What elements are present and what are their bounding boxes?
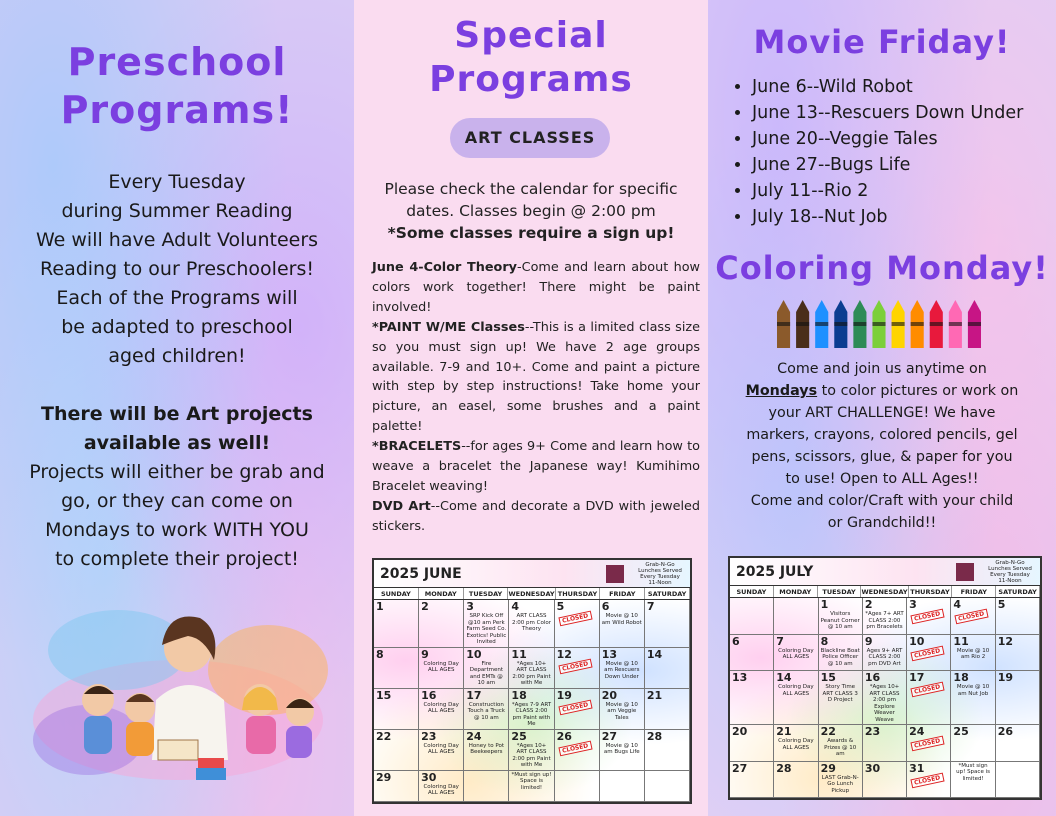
calendar-day-cell bbox=[819, 725, 863, 762]
calendar-grid bbox=[374, 600, 690, 802]
calendar-day-cell bbox=[996, 725, 1040, 762]
calendar-day-cell bbox=[951, 635, 995, 672]
closed-stamp: CLOSED bbox=[558, 658, 592, 674]
day-event: Coloring Day ALL AGES bbox=[423, 660, 459, 673]
calendar-day-cell bbox=[555, 648, 600, 689]
calendar-day-cell bbox=[374, 648, 419, 689]
day-event: Movie @ 10 am Nut Job bbox=[956, 684, 990, 697]
day-number: 17 bbox=[909, 671, 925, 684]
preschool-title-line2: Programs! bbox=[60, 88, 294, 132]
day-number: 9 bbox=[421, 647, 429, 661]
day-number: 26 bbox=[997, 725, 1014, 738]
calendar-day-cell bbox=[907, 725, 951, 762]
special-title-line2: Programs bbox=[429, 59, 633, 100]
library-logo-icon bbox=[606, 565, 624, 583]
weekday-header bbox=[730, 586, 1040, 598]
movie-item: • June 13--Rescuers Down Under bbox=[752, 100, 1052, 126]
calendar-day-cell bbox=[464, 689, 509, 730]
calendar-day-cell bbox=[374, 771, 419, 803]
calendar-day-cell bbox=[374, 730, 419, 771]
day-number: 10 bbox=[466, 647, 482, 661]
day-event: Construction Touch a Truck @ 10 am bbox=[467, 701, 505, 721]
day-event: Movie @ 10 am Rescuers Down Under bbox=[604, 660, 640, 680]
calendar-day-cell bbox=[509, 648, 554, 689]
calendar-day-cell bbox=[863, 762, 907, 799]
intro-line: We will have Adult Volunteers bbox=[35, 229, 319, 251]
day-number: 31 bbox=[909, 761, 925, 775]
day-event: Coloring Day ALL AGES bbox=[778, 684, 814, 697]
calendar-day-cell bbox=[600, 771, 645, 803]
crayon-band bbox=[777, 322, 790, 326]
day-event: Coloring Day ALL AGES bbox=[423, 701, 459, 714]
day-number: 27 bbox=[732, 761, 748, 775]
crayon-body bbox=[949, 312, 962, 348]
mondays-emphasis: Mondays bbox=[745, 383, 818, 399]
calendar-day-cell bbox=[509, 730, 554, 771]
day-number: 5 bbox=[997, 598, 1006, 611]
day-event: Movie @ 10 am Veggie Tales bbox=[605, 701, 638, 721]
july-calendar bbox=[728, 556, 1042, 800]
movie-item: • July 18--Nut Job bbox=[752, 204, 1052, 230]
calendar-header bbox=[374, 560, 690, 588]
closed-stamp: CLOSED bbox=[911, 772, 945, 788]
closed-stamp: CLOSED bbox=[911, 682, 945, 698]
calendar-day-cell bbox=[730, 762, 774, 799]
crayon-tip bbox=[853, 300, 866, 312]
crayon-band bbox=[834, 322, 847, 326]
day-number: 8 bbox=[376, 647, 384, 661]
class-name: DVD Art bbox=[372, 498, 431, 514]
calendar-day-cell bbox=[907, 671, 951, 725]
day-number: 29 bbox=[820, 761, 836, 775]
day-number: 21 bbox=[646, 688, 663, 702]
day-event: Visitors Peanut Corner @ 10 am bbox=[820, 611, 860, 630]
day-event: Coloring Day ALL AGES bbox=[778, 738, 814, 751]
calendar-day-cell bbox=[555, 730, 600, 771]
calendar-day-cell bbox=[600, 600, 645, 648]
calendar-day-cell bbox=[419, 648, 464, 689]
calendar-header bbox=[730, 558, 1040, 586]
weekday-label: SUNDAY bbox=[730, 586, 774, 597]
calendar-day-cell bbox=[774, 635, 818, 672]
note-line: Please check the calendar for specific bbox=[384, 180, 678, 198]
intro-line: Each of the Programs will bbox=[56, 287, 298, 309]
crayon-tip bbox=[930, 300, 943, 312]
library-logo-icon bbox=[956, 563, 974, 581]
calendar-day-cell bbox=[863, 598, 907, 635]
intro-line: be adapted to preschool bbox=[61, 316, 293, 338]
day-number: 19 bbox=[556, 688, 572, 702]
calendar-day-cell bbox=[819, 762, 863, 799]
calendar-day-cell bbox=[555, 600, 600, 648]
crayon-body bbox=[872, 312, 885, 348]
class-desc: --for ages 9+ Come and learn how to weave a bracelet the Japanese way! Kumihimo Bracelet weaving! bbox=[372, 439, 700, 494]
closed-stamp: CLOSED bbox=[911, 645, 945, 661]
day-number: 7 bbox=[776, 634, 784, 648]
calendar-day-cell bbox=[774, 598, 818, 635]
crayon-band bbox=[949, 322, 962, 326]
day-number: 22 bbox=[376, 729, 392, 743]
art-classes-badge: ART CLASSES bbox=[450, 118, 610, 158]
crayon-band bbox=[911, 322, 924, 326]
coloring-line: markers, crayons, colored pencils, gel bbox=[746, 427, 1018, 443]
day-number: 20 bbox=[601, 688, 618, 702]
coloring-line: Come and color/Craft with your child bbox=[750, 493, 1014, 509]
movie-item: • June 6--Wild Robot bbox=[752, 74, 1052, 100]
coloring-line bbox=[722, 380, 1042, 402]
calendar-day-cell bbox=[730, 635, 774, 672]
crayon-tip bbox=[968, 300, 981, 312]
movie-list bbox=[752, 74, 1052, 230]
crayon-tip bbox=[949, 300, 962, 312]
day-number: 20 bbox=[732, 725, 748, 738]
weekday-label: MONDAY bbox=[774, 586, 818, 597]
coloring-line: Come and join us anytime on bbox=[777, 361, 987, 377]
calendar-day-cell bbox=[645, 648, 690, 689]
closed-stamp: CLOSED bbox=[955, 609, 989, 625]
intro-line: Reading to our Preschoolers! bbox=[40, 258, 314, 280]
weekday-label: THURSDAY bbox=[556, 588, 601, 599]
calendar-day-cell bbox=[419, 771, 464, 803]
crayon-body bbox=[834, 312, 847, 348]
day-number: 19 bbox=[997, 671, 1014, 684]
day-number: 22 bbox=[820, 725, 836, 738]
calendar-day-cell bbox=[730, 598, 774, 635]
calendar-grid bbox=[730, 598, 1040, 798]
crayon-band bbox=[968, 322, 981, 326]
art-body-line: Projects will either be grab and bbox=[29, 461, 325, 483]
calendar-day-cell bbox=[600, 648, 645, 689]
day-event: Coloring Day ALL AGES bbox=[423, 783, 459, 796]
movie-item: • June 27--Bugs Life bbox=[752, 152, 1052, 178]
coloring-line: pens, scissors, glue, & paper for you bbox=[751, 449, 1013, 465]
day-event: SRP Kick Off @10 am Perk Farm Seed Co. Exotics! Public Invited bbox=[466, 613, 507, 645]
day-number: 24 bbox=[909, 725, 925, 738]
crayon-band bbox=[930, 322, 943, 326]
day-number: 3 bbox=[909, 598, 917, 611]
crayon-body bbox=[815, 312, 828, 348]
day-event: *Ages 7+ ART CLASS 2:00 pm Bracelets bbox=[865, 611, 904, 630]
day-event: Movie @ 10 am Bugs Life bbox=[603, 742, 640, 755]
class-desc: --This is a limited class size so you must sign up! We have 2 age groups available. 7-9 and 10+. Come and paint a picture with step by step instructions! Take home your picture, an easel, some brushes and a paint palette! bbox=[372, 319, 700, 435]
day-event: LAST Grab-N-Go Lunch Pickup bbox=[821, 774, 859, 794]
day-number: 17 bbox=[466, 688, 482, 702]
day-number: 3 bbox=[466, 600, 474, 613]
calendar-day-cell bbox=[509, 689, 554, 730]
day-number: 24 bbox=[466, 729, 482, 743]
crayon-body bbox=[853, 312, 866, 348]
calendar-day-cell bbox=[951, 598, 995, 635]
day-number: 4 bbox=[953, 598, 962, 611]
coloring-line: or Grandchild!! bbox=[827, 515, 937, 531]
coloring-description bbox=[722, 358, 1042, 534]
calendar-day-cell bbox=[996, 671, 1040, 725]
calendar-day-cell bbox=[951, 762, 995, 799]
closed-stamp: CLOSED bbox=[911, 609, 945, 625]
class-name: June 4-Color Theory bbox=[372, 260, 518, 275]
calendar-day-cell bbox=[730, 725, 774, 762]
closed-stamp: CLOSED bbox=[558, 699, 592, 715]
day-event: *Ages 10+ ART CLASS 2:00 pm Paint with Me bbox=[512, 660, 551, 686]
preschool-title bbox=[0, 38, 354, 134]
day-event: Movie @ 10 am Wild Robot bbox=[601, 613, 642, 626]
class-item bbox=[372, 318, 700, 437]
calendar-day-cell bbox=[419, 689, 464, 730]
calendar-day-cell bbox=[645, 600, 690, 648]
day-number: 2 bbox=[421, 600, 429, 613]
day-number: 9 bbox=[864, 634, 873, 648]
day-number: 13 bbox=[732, 671, 748, 684]
coloring-line: to use! Open to ALL Ages!! bbox=[785, 471, 979, 487]
coloring-monday-title: Coloring Monday! bbox=[715, 249, 1049, 287]
calendar-month: 2025 JULY bbox=[736, 563, 814, 580]
calendar-day-cell bbox=[863, 671, 907, 725]
day-number: 6 bbox=[732, 634, 740, 648]
calendar-day-cell bbox=[907, 635, 951, 672]
note-line: dates. Classes begin @ 2:00 pm bbox=[406, 202, 656, 220]
day-number: 15 bbox=[376, 688, 392, 702]
movie-friday-title: Movie Friday! bbox=[753, 23, 1011, 61]
weekday-header bbox=[374, 588, 690, 600]
crayon-band bbox=[892, 322, 905, 326]
calendar-day-cell bbox=[951, 671, 995, 725]
day-event: *Ages 10+ ART CLASS 2:00 pm Explore Weaver Weave bbox=[869, 684, 900, 723]
day-number: 14 bbox=[646, 647, 663, 661]
day-number: 26 bbox=[556, 729, 572, 743]
special-programs-title bbox=[354, 14, 708, 102]
crayon-tip bbox=[872, 300, 885, 312]
preschool-title-line1: Preschool bbox=[67, 40, 287, 84]
crayon-body bbox=[911, 312, 924, 348]
crayon-band bbox=[853, 322, 866, 326]
day-number: 23 bbox=[421, 729, 437, 743]
coloring-line: your ART CHALLENGE! We have bbox=[768, 405, 996, 421]
day-number: 13 bbox=[601, 647, 618, 661]
calendar-day-cell bbox=[509, 771, 554, 803]
day-event: Awards & Prizes @ 10 am bbox=[824, 738, 857, 757]
calendar-day-cell bbox=[774, 725, 818, 762]
calendar-day-cell bbox=[863, 635, 907, 672]
calendar-day-cell bbox=[819, 598, 863, 635]
crayon-tip bbox=[796, 300, 809, 312]
day-number: 15 bbox=[820, 671, 836, 684]
calendar-day-cell bbox=[464, 730, 509, 771]
day-event: Ages 9+ ART CLASS 2:00 pm DVD Art bbox=[866, 647, 903, 667]
calendar-day-cell bbox=[819, 635, 863, 672]
day-number: 6 bbox=[601, 600, 610, 613]
calendar-day-cell bbox=[996, 598, 1040, 635]
crayon-tip bbox=[834, 300, 847, 312]
day-number: 30 bbox=[864, 761, 881, 775]
day-event: Story Time ART CLASS 3 D Project bbox=[822, 684, 858, 703]
weekday-label: SUNDAY bbox=[374, 588, 419, 599]
day-number: 4 bbox=[511, 600, 520, 613]
calendar-day-cell bbox=[645, 771, 690, 803]
calendar-day-cell bbox=[730, 671, 774, 725]
intro-line: Every Tuesday bbox=[108, 171, 246, 193]
calendar-month: 2025 JUNE bbox=[380, 565, 462, 582]
class-desc: -Come and learn about how colors work together! There might be paint involved! bbox=[372, 260, 700, 315]
class-list bbox=[372, 258, 700, 537]
calendar-day-cell bbox=[419, 730, 464, 771]
crayon-body bbox=[777, 312, 790, 348]
calendar-day-cell bbox=[419, 600, 464, 648]
art-heading: There will be Art projects bbox=[41, 403, 313, 425]
day-number: 28 bbox=[776, 761, 792, 775]
day-number: 25 bbox=[511, 729, 527, 743]
coloring-text: to color pictures or work on bbox=[821, 383, 1019, 399]
calendar-day-cell bbox=[996, 762, 1040, 799]
crayon-body bbox=[930, 312, 943, 348]
movie-item: • July 11--Rio 2 bbox=[752, 178, 1052, 204]
day-number: 27 bbox=[601, 729, 618, 743]
class-desc: --Come and decorate a DVD with jeweled stickers. bbox=[372, 498, 700, 534]
day-event: ART CLASS 2:00 pm Color Theory bbox=[511, 613, 552, 632]
crayons-icon bbox=[774, 298, 984, 350]
weekday-label: WEDNESDAY bbox=[508, 590, 555, 598]
intro-line: during Summer Reading bbox=[61, 200, 293, 222]
day-number: 16 bbox=[864, 671, 881, 684]
day-number: 11 bbox=[953, 634, 969, 648]
weekday-label: MONDAY bbox=[419, 588, 464, 599]
day-number: 28 bbox=[646, 729, 663, 743]
movie-item: • June 20--Veggie Tales bbox=[752, 126, 1052, 152]
calendar-day-cell bbox=[374, 600, 419, 648]
crayon-band bbox=[815, 322, 828, 326]
calendar-day-cell bbox=[555, 689, 600, 730]
calendar-day-cell bbox=[600, 730, 645, 771]
class-item bbox=[372, 497, 700, 537]
calendar-day-cell bbox=[600, 689, 645, 730]
calendar-day-cell bbox=[464, 648, 509, 689]
calendar-day-cell bbox=[951, 725, 995, 762]
crayon-band bbox=[796, 322, 809, 326]
day-event: *Ages 10+ ART CLASS 2:00 pm Paint with Me bbox=[512, 742, 551, 768]
calendar-day-cell bbox=[509, 600, 554, 648]
preschool-panel bbox=[0, 0, 354, 816]
class-item bbox=[372, 258, 700, 318]
art-body-line: to complete their project! bbox=[55, 548, 299, 570]
day-number: 1 bbox=[376, 600, 384, 613]
class-name: *PAINT W/ME Classes bbox=[372, 319, 525, 335]
day-number: 12 bbox=[997, 634, 1014, 648]
weekday-label: TUESDAY bbox=[464, 588, 509, 599]
crayon-tip bbox=[815, 300, 828, 312]
day-number: 25 bbox=[953, 725, 969, 738]
weekday-label: FRIDAY bbox=[952, 586, 996, 597]
class-item bbox=[372, 437, 700, 497]
calendar-day-cell bbox=[645, 689, 690, 730]
day-number: 7 bbox=[646, 600, 655, 613]
art-body-line: Mondays to work WITH YOU bbox=[45, 519, 309, 541]
day-event: *Must sign up! Space is limited! bbox=[956, 762, 990, 782]
art-heading: available as well! bbox=[83, 432, 271, 454]
crayon-body bbox=[796, 312, 809, 348]
day-event: Blackline Boat Police Officer @ 10 am bbox=[820, 647, 860, 667]
calendar-note bbox=[364, 178, 698, 244]
june-calendar bbox=[372, 558, 692, 804]
calendar-day-cell bbox=[907, 762, 951, 799]
calendar-day-cell bbox=[774, 671, 818, 725]
day-number: 10 bbox=[909, 634, 925, 648]
lunch-note: Grab-N-Go Lunches Served Every Tuesday 11-Noon bbox=[988, 559, 1032, 584]
calendar-day-cell bbox=[863, 725, 907, 762]
closed-stamp: CLOSED bbox=[558, 611, 592, 627]
day-event: Coloring Day ALL AGES bbox=[778, 647, 814, 660]
day-number: 12 bbox=[556, 647, 572, 661]
calendar-day-cell bbox=[907, 598, 951, 635]
day-number: 5 bbox=[556, 600, 565, 613]
calendar-day-cell bbox=[996, 635, 1040, 672]
preschool-description bbox=[10, 168, 344, 574]
day-event: Fire Department and EMTs @ 10 am bbox=[469, 660, 503, 686]
day-event: *Must sign up! Space is limited! bbox=[511, 771, 552, 791]
day-number: 23 bbox=[864, 725, 881, 738]
crayon-body bbox=[892, 312, 905, 348]
calendar-day-cell bbox=[555, 771, 600, 803]
closed-stamp: CLOSED bbox=[911, 736, 945, 752]
special-title-line1: Special bbox=[454, 15, 608, 56]
calendar-day-cell bbox=[374, 689, 419, 730]
class-name: *BRACELETS bbox=[372, 439, 462, 455]
art-body-line: go, or they can come on bbox=[61, 490, 293, 512]
day-event: Honey to Pot Beekeepers bbox=[468, 742, 504, 755]
day-number: 2 bbox=[864, 598, 873, 611]
weekday-label: WEDNESDAY bbox=[861, 588, 908, 596]
weekday-label: TUESDAY bbox=[818, 586, 862, 597]
day-number: 14 bbox=[776, 671, 792, 684]
closed-stamp: CLOSED bbox=[558, 740, 592, 756]
day-number: 1 bbox=[820, 598, 829, 611]
day-number: 29 bbox=[376, 770, 392, 784]
day-number: 18 bbox=[953, 671, 969, 684]
day-event: Movie @ 10 am Rio 2 bbox=[956, 647, 990, 660]
day-number: 18 bbox=[511, 688, 527, 702]
calendar-day-cell bbox=[464, 600, 509, 648]
signup-note: *Some classes require a sign up! bbox=[387, 224, 675, 242]
crayon-tip bbox=[892, 300, 905, 312]
crayon-tip bbox=[911, 300, 924, 312]
day-event: Coloring Day ALL AGES bbox=[423, 742, 459, 755]
day-number: 8 bbox=[820, 634, 829, 648]
intro-line: aged children! bbox=[108, 345, 246, 367]
day-number: 16 bbox=[421, 688, 437, 702]
children-reading-illustration bbox=[28, 590, 328, 790]
day-number: 30 bbox=[421, 770, 437, 784]
weekday-label: THURSDAY bbox=[909, 586, 953, 597]
weekday-label: SATURDAY bbox=[996, 586, 1040, 597]
calendar-day-cell bbox=[774, 762, 818, 799]
crayon-tip bbox=[777, 300, 790, 312]
lunch-note: Grab-N-Go Lunches Served Every Tuesday 11-Noon bbox=[638, 561, 682, 586]
calendar-day-cell bbox=[464, 771, 509, 803]
calendar-day-cell bbox=[819, 671, 863, 725]
weekday-label: FRIDAY bbox=[600, 588, 645, 599]
day-event: *Ages 7-9 ART CLASS 2:00 pm Paint with Me bbox=[511, 701, 552, 727]
crayon-band bbox=[872, 322, 885, 326]
calendar-day-cell bbox=[645, 730, 690, 771]
day-number: 21 bbox=[776, 725, 792, 738]
day-number: 11 bbox=[511, 647, 527, 661]
weekday-label: SATURDAY bbox=[645, 588, 690, 599]
crayon-body bbox=[968, 312, 981, 348]
